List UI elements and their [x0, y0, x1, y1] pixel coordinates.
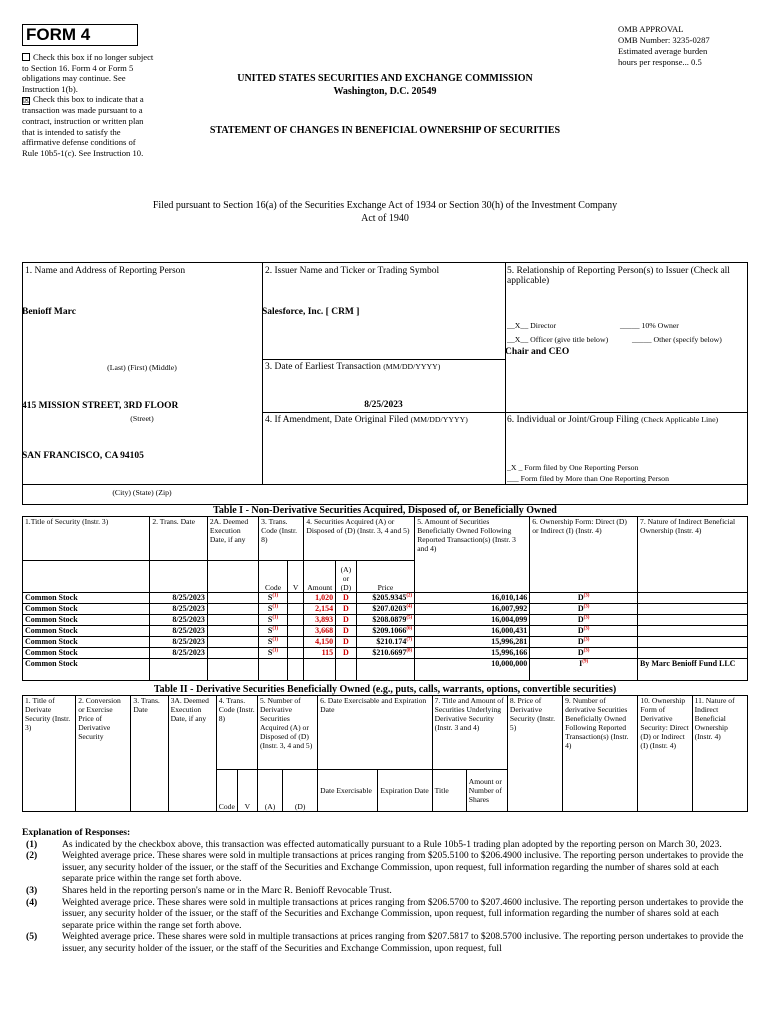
agency-heading: UNITED STATES SECURITIES AND EXCHANGE COMMISSION Washington, D.C. 20549 — [237, 73, 533, 97]
t2-sub-amount: Amount or Number of Shares — [466, 770, 507, 812]
t1-a-or-d: D — [336, 648, 357, 659]
t1-h-code: 3. Trans. Code (Instr. 8) — [259, 517, 304, 561]
table1-title: Table I - Non-Derivative Securities Acquired, Disposed of, or Beneficially Owned — [213, 505, 557, 516]
t1-a-or-d — [336, 659, 357, 681]
table1-row — [23, 659, 748, 681]
t1-security-title: Common Stock — [23, 626, 150, 637]
t1-v — [287, 648, 303, 659]
t1-price: $208.0879 — [372, 615, 407, 624]
t1-code: S — [267, 637, 273, 646]
explanation-number: (4) — [26, 896, 38, 908]
t1-code-footnote[interactable]: (1) — [272, 604, 279, 610]
explanation-item — [22, 897, 748, 932]
earliest-date-label: 3. Date of Earliest Transaction (MM/DD/YYYY) — [265, 362, 441, 372]
omb-approval: OMB APPROVAL OMB Number: 3235-0287 Estimated average burden hours per response... 0.5 — [618, 24, 710, 67]
t1-code-footnote[interactable]: (1) — [272, 615, 279, 621]
t1-sub-code: Code — [259, 561, 288, 593]
t2-sub-v: V — [237, 770, 257, 812]
t1-form-footnote[interactable]: (3) — [583, 648, 590, 654]
t1-price-footnote[interactable]: (6) — [406, 626, 413, 632]
table1-row — [23, 648, 748, 659]
t1-ownership-form: D — [577, 604, 584, 613]
name-parts-label: (Last) (First) (Middle) — [107, 363, 177, 372]
t1-ownership-form: D — [577, 593, 584, 602]
rule-10b5-note: ☒ Check this box to indicate that a transaction was made pursuant to a contract, instruction or written plan that is intended to satisfy the affirmative defense conditions of Rule 10b5-1(c). See Instruction 10. — [22, 94, 144, 158]
t1-price: $210.174 — [376, 637, 407, 646]
t1-sub-amount: Amount — [304, 561, 336, 593]
t1-nature — [638, 648, 748, 659]
t1-price: $209.1066 — [372, 626, 407, 635]
statement-title: STATEMENT OF CHANGES IN BENEFICIAL OWNERSHIP OF SECURITIES — [209, 125, 561, 136]
t1-security-title: Common Stock — [23, 593, 150, 604]
explanation-item — [22, 839, 748, 851]
filing-label: 6. Individual or Joint/Group Filing (Check Applicable Line) — [507, 415, 719, 425]
table1-row — [23, 615, 748, 626]
t1-form-footnote[interactable]: (3) — [583, 604, 590, 610]
t1-trans-date: 8/25/2023 — [150, 615, 208, 626]
t1-deemed-date — [207, 659, 258, 681]
t1-a-or-d: D — [336, 626, 357, 637]
t1-form-footnote[interactable]: (3) — [583, 593, 590, 599]
table1-row — [23, 637, 748, 648]
t1-v — [287, 626, 303, 637]
t2-h-exercisable: 6. Date Exercisable and Expiration Date — [318, 696, 432, 770]
rule-10b5-checkbox[interactable]: ☒ — [23, 96, 31, 106]
explanation-number: (2) — [26, 850, 38, 862]
officer-title: Chair and CEO — [505, 347, 570, 357]
t1-v — [287, 604, 303, 615]
t1-nature — [638, 604, 748, 615]
relationship-label: 5. Relationship of Reporting Person(s) to Issuer (Check all applicable) — [507, 266, 730, 286]
table1 — [22, 516, 748, 681]
t2-sub-date-exercisable: Date Exercisable — [318, 770, 378, 812]
explanation-text: Shares held in the reporting person's name or in the Marc R. Benioff Revocable Trust. — [62, 884, 392, 896]
explanation-item — [22, 931, 748, 954]
t1-trans-date: 8/25/2023 — [150, 626, 208, 637]
no-longer-subject-note: Check this box if no longer subject to Section 16. Form 4 or Form 5 obligations may continue. See Instruction 1(b). — [22, 52, 154, 94]
t1-deemed-date — [207, 648, 258, 659]
t1-v — [287, 593, 303, 604]
t1-h-deemed: 2A. Deemed Execution Date, if any — [207, 517, 258, 561]
t1-nature — [638, 626, 748, 637]
rel-ten-percent: _____ 10% Owner — [620, 321, 679, 330]
t1-code-footnote[interactable]: (1) — [272, 648, 279, 654]
t1-price-footnote[interactable]: (4) — [406, 604, 413, 610]
t2-sub-code: Code — [216, 770, 237, 812]
t1-amount — [304, 659, 336, 681]
t1-form-footnote[interactable]: (9) — [582, 659, 589, 665]
t2-sub-d: (D) — [283, 770, 318, 812]
t1-amount: 4,150 — [304, 637, 336, 648]
t1-owned: 16,010,146 — [415, 593, 530, 604]
t2-h-conversion: 2. Conversion or Exercise Price of Derivative Security — [76, 696, 131, 812]
t1-price-footnote[interactable]: (2) — [406, 593, 413, 599]
t2-h-underlying: 7. Title and Amount of Securities Underlying Derivative Security (Instr. 3 and 4) — [432, 696, 507, 770]
explanation-number: (1) — [26, 838, 38, 850]
t1-code: S — [267, 593, 273, 602]
t1-security-title: Common Stock — [23, 604, 150, 615]
t1-security-title: Common Stock — [23, 648, 150, 659]
t1-sub-aord: (A) or (D) — [336, 561, 357, 593]
t1-code: S — [267, 604, 273, 613]
t1-trans-date — [150, 659, 208, 681]
earliest-date: 8/25/2023 — [364, 400, 403, 410]
t1-nature: By Marc Benioff Fund LLC — [638, 659, 748, 681]
t1-trans-date: 8/25/2023 — [150, 637, 208, 648]
t1-h-date: 2. Trans. Date — [150, 517, 208, 561]
t1-price: $205.9345 — [372, 593, 407, 602]
t1-code-footnote[interactable]: (1) — [272, 626, 279, 632]
t1-a-or-d: D — [336, 615, 357, 626]
t1-owned: 16,000,431 — [415, 626, 530, 637]
filing-one-person: _X _ Form filed by One Reporting Person — [507, 463, 639, 472]
t1-deemed-date — [207, 637, 258, 648]
reporting-person-name: Benioff Marc — [22, 307, 76, 317]
street-label: (Street) — [130, 414, 154, 423]
t1-amount: 3,668 — [304, 626, 336, 637]
t2-h-title: 1. Title of Derivate Security (Instr. 3) — [23, 696, 76, 812]
explanation-text: As indicated by the checkbox above, this transaction was effected automatically pursuant to a Rule 10b5-1 trading plan adopted by the reporting person on March 30, 2023. — [62, 838, 722, 850]
t1-owned: 16,007,992 — [415, 604, 530, 615]
t2-sub-title: Title — [432, 770, 466, 812]
table2-header-row — [23, 696, 748, 770]
t1-price-footnote[interactable]: (7) — [406, 637, 413, 643]
t1-price: $207.0203 — [372, 604, 407, 613]
explanation-text: Weighted average price. These shares were sold in multiple transactions at prices ranging from $206.5700 to $207.4600 inclusive. The reporting person undertakes to provide the issuer, any security holder of the issuer, or the staff of the Securities and Exchange Commission, upon request, full information regarding the number of shares sold at each separate price within the range set forth above. — [62, 896, 744, 931]
explanation-number: (3) — [26, 884, 38, 896]
table1-row — [23, 626, 748, 637]
filing-more-persons: ___ Form filed by More than One Reporting Person — [507, 474, 669, 483]
t1-code-footnote[interactable]: (1) — [272, 637, 279, 643]
rel-other: _____ Other (specify below) — [632, 335, 722, 344]
reporting-person-box — [22, 262, 748, 505]
t1-amount: 115 — [304, 648, 336, 659]
t1-nature — [638, 637, 748, 648]
t1-v — [287, 637, 303, 648]
t1-nature — [638, 593, 748, 604]
t1-amount: 3,893 — [304, 615, 336, 626]
t1-owned: 16,004,099 — [415, 615, 530, 626]
no-longer-subject-checkbox[interactable] — [22, 53, 30, 61]
t1-form-footnote[interactable]: (3) — [583, 637, 590, 643]
t1-trans-date: 8/25/2023 — [150, 593, 208, 604]
city-state-zip: SAN FRANCISCO, CA 94105 — [22, 451, 144, 461]
explanation-text: Weighted average price. These shares were sold in multiple transactions at prices ranging from $207.5817 to $208.5700 inclusive. The reporting person undertakes to provide the issuer, any security holder of the issuer, or the staff of the Securities and Exchange Commission, upon request, full — [62, 931, 744, 954]
t2-h-ownership-form: 10. Ownership Form of Derivative Security: Direct (D) or Indirect (I) (Instr. 4) — [638, 696, 692, 812]
t1-h-securities: 4. Securities Acquired (A) or Disposed of (D) (Instr. 3, 4 and 5) — [304, 517, 415, 561]
t1-security-title: Common Stock — [23, 659, 150, 681]
t1-owned: 15,996,166 — [415, 648, 530, 659]
t1-h-nature: 7. Nature of Indirect Beneficial Ownership (Instr. 4) — [638, 517, 748, 593]
table2-title: Table II - Derivative Securities Beneficially Owned (e.g., puts, calls, warrants, options, convertible securities) — [153, 684, 617, 695]
t2-h-nature: 11. Nature of Indirect Beneficial Ownership (Instr. 4) — [692, 696, 747, 812]
t1-code: S — [267, 615, 273, 624]
t1-owned: 15,996,281 — [415, 637, 530, 648]
t1-amount: 1,020 — [304, 593, 336, 604]
t1-amount: 2,154 — [304, 604, 336, 615]
explanation-item — [22, 850, 748, 885]
t2-sub-expiration: Expiration Date — [378, 770, 432, 812]
t1-sub-price: Price — [356, 561, 415, 593]
explanation-of-responses — [22, 827, 748, 955]
amendment-label: 4. If Amendment, Date Original Filed (MM/DD/YYYY) — [265, 415, 468, 425]
t1-trans-date: 8/25/2023 — [150, 648, 208, 659]
issuer-label: 2. Issuer Name and Ticker or Trading Symbol — [265, 266, 440, 276]
form-notes — [22, 52, 154, 158]
t1-deemed-date — [207, 604, 258, 615]
t1-a-or-d: D — [336, 604, 357, 615]
t1-v — [287, 615, 303, 626]
t1-security-title: Common Stock — [23, 637, 150, 648]
t1-ownership-form: D — [577, 626, 584, 635]
t1-security-title: Common Stock — [23, 615, 150, 626]
name-label: 1. Name and Address of Reporting Person — [25, 266, 186, 276]
t1-form-footnote[interactable]: (3) — [583, 615, 590, 621]
t1-a-or-d: D — [336, 593, 357, 604]
explanation-heading: Explanation of Responses: — [22, 827, 131, 838]
t1-sub-v: V — [287, 561, 303, 593]
t1-price: $210.6697 — [372, 648, 407, 657]
rel-officer: __X__ Officer (give title below) — [507, 335, 609, 344]
form-title: FORM 4 — [22, 24, 138, 46]
t1-h-title: 1.Title of Security (Instr. 3) — [23, 517, 150, 561]
t2-sub-a: (A) — [257, 770, 282, 812]
t1-price-footnote[interactable]: (8) — [406, 648, 413, 654]
table1-row — [23, 593, 748, 604]
t1-trans-date: 8/25/2023 — [150, 604, 208, 615]
explanation-item — [22, 885, 748, 897]
t2-h-date: 3. Trans. Date — [131, 696, 168, 812]
t1-price-footnote[interactable]: (5) — [406, 615, 413, 621]
t1-h-amount-owned: 5. Amount of Securities Beneficially Owned Following Reported Transaction(s) (Instr. 3 and 4) — [415, 517, 530, 593]
rel-director: __X__ Director — [507, 321, 557, 330]
t1-deemed-date — [207, 615, 258, 626]
t1-deemed-date — [207, 626, 258, 637]
t2-h-code: 4. Trans. Code (Instr. 8) — [216, 696, 257, 770]
t1-ownership-form: D — [577, 637, 584, 646]
t1-code-footnote[interactable]: (1) — [272, 593, 279, 599]
t1-nature — [638, 615, 748, 626]
table1-row — [23, 604, 748, 615]
explanation-text: Weighted average price. These shares were sold in multiple transactions at prices ranging from $205.5100 to $206.4900 inclusive. The reporting person undertakes to provide the issuer, any security holder of the issuer, or the staff of the Securities and Exchange Commission, upon request, full information regarding the number of shares sold at each separate price within the range set forth above. — [62, 850, 744, 885]
t1-code: S — [267, 626, 273, 635]
t1-owned: 10,000,000 — [415, 659, 530, 681]
t1-ownership-form: D — [577, 648, 584, 657]
t1-ownership-form: I — [579, 659, 583, 668]
table1-header-row — [23, 517, 748, 561]
t1-ownership-form: D — [577, 615, 584, 624]
t1-h-ownership-form: 6. Ownership Form: Direct (D) or Indirect (I) (Instr. 4) — [530, 517, 638, 593]
t1-v — [287, 659, 303, 681]
street-address: 415 MISSION STREET, 3RD FLOOR — [22, 401, 179, 411]
city-label: (City) (State) (Zip) — [112, 488, 172, 497]
t1-code: S — [267, 648, 273, 657]
t2-h-number-owned: 9. Number of derivative Securities Beneficially Owned Following Reported Transaction(s) (Instr. 4) — [563, 696, 638, 812]
t1-form-footnote[interactable]: (3) — [583, 626, 590, 632]
table2 — [22, 695, 748, 812]
explanation-number: (5) — [26, 931, 38, 943]
t1-deemed-date — [207, 593, 258, 604]
issuer-name: Salesforce, Inc. [ CRM ] — [262, 307, 360, 317]
t2-h-number: 5. Number of Derivative Securities Acquired (A) or Disposed of (D) (Instr. 3, 4 and 5) — [257, 696, 317, 770]
t2-h-price: 8. Price of Derivative Security (Instr. 5) — [507, 696, 562, 812]
t2-h-deemed: 3A. Deemed Execution Date, if any — [168, 696, 216, 812]
filed-pursuant: Filed pursuant to Section 16(a) of the Securities Exchange Act of 1934 or Section 30(h) of the Investment Company Act of 1940 — [152, 200, 618, 224]
t1-a-or-d: D — [336, 637, 357, 648]
